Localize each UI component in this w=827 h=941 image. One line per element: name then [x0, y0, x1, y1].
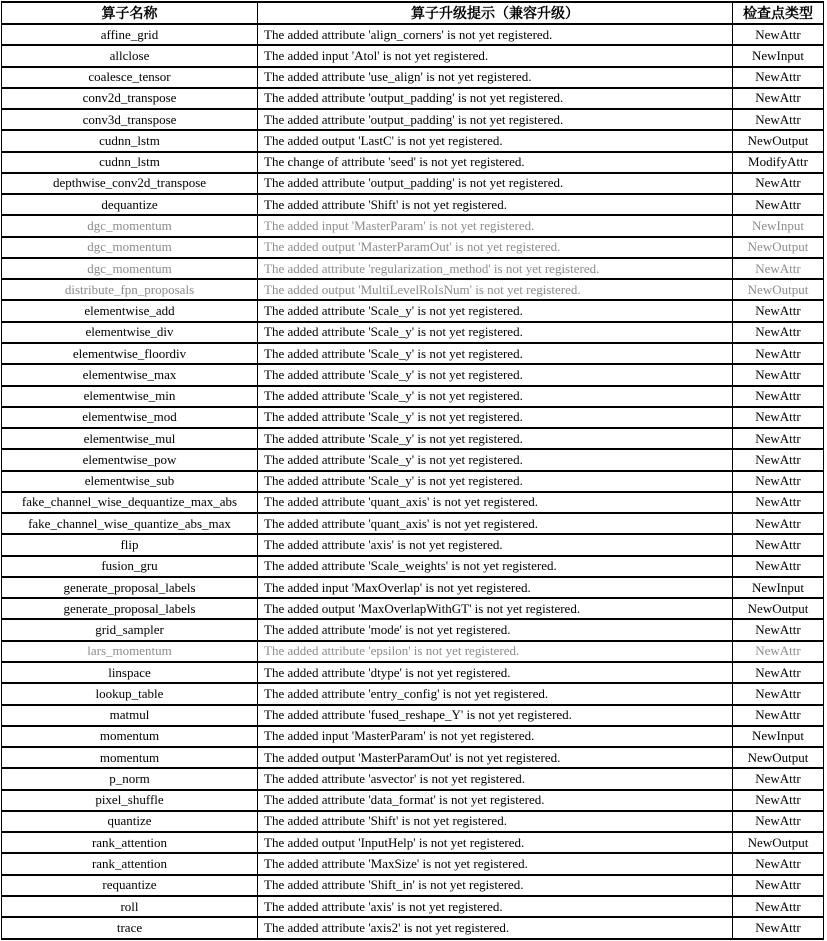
operator-name-cell: fake_channel_wise_dequantize_max_abs [2, 492, 258, 513]
operator-name-cell: dgc_momentum [2, 258, 258, 279]
upgrade-hint-cell: The added attribute 'axis2' is not yet registered. [258, 917, 733, 939]
table-row [2, 428, 824, 449]
table-row [2, 683, 824, 704]
checkpoint-type-cell: NewOutput [733, 237, 824, 258]
checkpoint-type-cell: NewAttr [733, 471, 824, 492]
table-row [2, 896, 824, 917]
operator-name-cell: distribute_fpn_proposals [2, 279, 258, 300]
upgrade-hint-cell: The added attribute 'Shift' is not yet registered. [258, 194, 733, 215]
checkpoint-type-cell: NewOutput [733, 832, 824, 853]
operator-name-cell: pixel_shuffle [2, 790, 258, 811]
table-row [2, 917, 824, 939]
checkpoint-type-cell: NewAttr [733, 513, 824, 534]
checkpoint-type-cell: NewAttr [733, 556, 824, 577]
upgrade-hint-cell: The added output 'MasterParamOut' is not yet registered. [258, 237, 733, 258]
operator-name-cell: momentum [2, 747, 258, 768]
upgrade-hint-cell: The added attribute 'quant_axis' is not yet registered. [258, 492, 733, 513]
upgrade-hint-cell: The added output 'MasterParamOut' is not yet registered. [258, 747, 733, 768]
checkpoint-type-cell: NewAttr [733, 917, 824, 939]
checkpoint-type-cell: NewAttr [733, 683, 824, 704]
table-row [2, 705, 824, 726]
table-row [2, 832, 824, 853]
checkpoint-type-cell: NewOutput [733, 279, 824, 300]
checkpoint-type-cell: NewAttr [733, 194, 824, 215]
table-row [2, 790, 824, 811]
upgrade-hint-cell: The added output 'LastC' is not yet registered. [258, 130, 733, 151]
checkpoint-type-cell: NewAttr [733, 386, 824, 407]
upgrade-hint-cell: The added attribute 'axis' is not yet registered. [258, 534, 733, 555]
upgrade-hint-cell: The added attribute 'dtype' is not yet registered. [258, 662, 733, 683]
checkpoint-type-cell: NewAttr [733, 343, 824, 364]
table-row [2, 300, 824, 321]
operator-name-cell: elementwise_mod [2, 407, 258, 428]
checkpoint-type-cell: NewAttr [733, 109, 824, 130]
checkpoint-type-cell: NewAttr [733, 300, 824, 321]
column-header-upgrade-hint: 算子升级提示（兼容升级） [258, 2, 733, 24]
operator-name-cell: elementwise_max [2, 364, 258, 385]
table-row [2, 619, 824, 640]
operator-name-cell: quantize [2, 811, 258, 832]
upgrade-hint-cell: The added input 'MasterParam' is not yet registered. [258, 215, 733, 236]
table-row [2, 109, 824, 130]
upgrade-hint-cell: The added attribute 'quant_axis' is not yet registered. [258, 513, 733, 534]
upgrade-hint-cell: The added attribute 'Scale_y' is not yet registered. [258, 471, 733, 492]
upgrade-hint-cell: The added attribute 'Shift' is not yet registered. [258, 811, 733, 832]
operator-name-cell: rank_attention [2, 832, 258, 853]
checkpoint-type-cell: NewAttr [733, 641, 824, 662]
upgrade-hint-cell: The change of attribute 'seed' is not yet registered. [258, 152, 733, 173]
table-row [2, 386, 824, 407]
table-row [2, 492, 824, 513]
checkpoint-type-cell: NewInput [733, 215, 824, 236]
upgrade-hint-cell: The added attribute 'output_padding' is not yet registered. [258, 173, 733, 194]
table-row [2, 258, 824, 279]
upgrade-hint-cell: The added output 'MaxOverlapWithGT' is not yet registered. [258, 598, 733, 619]
upgrade-hint-cell: The added output 'InputHelp' is not yet registered. [258, 832, 733, 853]
upgrade-hint-cell: The added attribute 'align_corners' is not yet registered. [258, 24, 733, 45]
table-row [2, 662, 824, 683]
operator-name-cell: conv3d_transpose [2, 109, 258, 130]
operator-name-cell: lars_momentum [2, 641, 258, 662]
upgrade-hint-cell: The added attribute 'Scale_y' is not yet registered. [258, 386, 733, 407]
operator-name-cell: grid_sampler [2, 619, 258, 640]
upgrade-hint-cell: The added input 'MasterParam' is not yet registered. [258, 726, 733, 747]
operator-name-cell: depthwise_conv2d_transpose [2, 173, 258, 194]
upgrade-hint-cell: The added attribute 'Scale_y' is not yet registered. [258, 364, 733, 385]
operator-name-cell: elementwise_sub [2, 471, 258, 492]
operator-name-cell: dequantize [2, 194, 258, 215]
upgrade-hint-cell: The added attribute 'Scale_y' is not yet registered. [258, 407, 733, 428]
checkpoint-type-cell: NewAttr [733, 896, 824, 917]
upgrade-hint-cell: The added attribute 'output_padding' is not yet registered. [258, 88, 733, 109]
checkpoint-type-cell: NewAttr [733, 407, 824, 428]
checkpoint-type-cell: NewAttr [733, 67, 824, 88]
checkpoint-type-cell: NewAttr [733, 534, 824, 555]
table-row [2, 556, 824, 577]
operator-name-cell: generate_proposal_labels [2, 577, 258, 598]
operator-name-cell: fake_channel_wise_quantize_abs_max [2, 513, 258, 534]
checkpoint-type-cell: NewOutput [733, 130, 824, 151]
upgrade-hint-cell: The added input 'MaxOverlap' is not yet registered. [258, 577, 733, 598]
upgrade-hint-cell: The added input 'Atol' is not yet registered. [258, 45, 733, 66]
operator-name-cell: allclose [2, 45, 258, 66]
column-header-operator-name: 算子名称 [2, 2, 258, 24]
upgrade-hint-cell: The added attribute 'Scale_y' is not yet registered. [258, 343, 733, 364]
table-row [2, 322, 824, 343]
checkpoint-type-cell: ModifyAttr [733, 152, 824, 173]
operator-name-cell: elementwise_add [2, 300, 258, 321]
checkpoint-type-cell: NewAttr [733, 173, 824, 194]
operator-name-cell: requantize [2, 875, 258, 896]
operator-name-cell: affine_grid [2, 24, 258, 45]
upgrade-hint-cell: The added attribute 'epsilon' is not yet registered. [258, 641, 733, 662]
table-row [2, 279, 824, 300]
table-row [2, 88, 824, 109]
checkpoint-type-cell: NewInput [733, 45, 824, 66]
checkpoint-type-cell: NewAttr [733, 705, 824, 726]
operator-name-cell: p_norm [2, 768, 258, 789]
checkpoint-type-cell: NewAttr [733, 662, 824, 683]
table-row [2, 726, 824, 747]
operator-name-cell: dgc_momentum [2, 237, 258, 258]
operator-name-cell: elementwise_min [2, 386, 258, 407]
checkpoint-type-cell: NewAttr [733, 258, 824, 279]
header-row [2, 2, 824, 24]
checkpoint-type-cell: NewAttr [733, 492, 824, 513]
checkpoint-type-cell: NewAttr [733, 619, 824, 640]
checkpoint-type-cell: NewOutput [733, 747, 824, 768]
table-row [2, 471, 824, 492]
upgrade-hint-cell: The added attribute 'output_padding' is not yet registered. [258, 109, 733, 130]
checkpoint-type-cell: NewAttr [733, 428, 824, 449]
checkpoint-type-cell: NewInput [733, 577, 824, 598]
operator-name-cell: elementwise_div [2, 322, 258, 343]
table-row [2, 237, 824, 258]
upgrade-hint-cell: The added attribute 'fused_reshape_Y' is not yet registered. [258, 705, 733, 726]
operator-upgrade-table [1, 1, 824, 940]
checkpoint-type-cell: NewAttr [733, 853, 824, 874]
operator-name-cell: matmul [2, 705, 258, 726]
table-row [2, 67, 824, 88]
table-row [2, 811, 824, 832]
operator-name-cell: cudnn_lstm [2, 152, 258, 173]
table-row [2, 343, 824, 364]
upgrade-hint-cell: The added attribute 'mode' is not yet registered. [258, 619, 733, 640]
table-row [2, 152, 824, 173]
upgrade-hint-cell: The added attribute 'regularization_method' is not yet registered. [258, 258, 733, 279]
upgrade-hint-cell: The added output 'MultiLevelRoIsNum' is not yet registered. [258, 279, 733, 300]
checkpoint-type-cell: NewInput [733, 726, 824, 747]
table-row [2, 853, 824, 874]
table-row [2, 747, 824, 768]
operator-name-cell: lookup_table [2, 683, 258, 704]
operator-name-cell: linspace [2, 662, 258, 683]
table-row [2, 513, 824, 534]
operator-name-cell: elementwise_pow [2, 449, 258, 470]
checkpoint-type-cell: NewOutput [733, 598, 824, 619]
checkpoint-type-cell: NewAttr [733, 322, 824, 343]
checkpoint-type-cell: NewAttr [733, 364, 824, 385]
table-row [2, 24, 824, 45]
table-row [2, 598, 824, 619]
operator-name-cell: dgc_momentum [2, 215, 258, 236]
table-row [2, 534, 824, 555]
upgrade-hint-cell: The added attribute 'Scale_y' is not yet registered. [258, 428, 733, 449]
operator-name-cell: roll [2, 896, 258, 917]
table-row [2, 449, 824, 470]
table-row [2, 130, 824, 151]
table-body [2, 24, 824, 939]
table-row [2, 407, 824, 428]
operator-name-cell: momentum [2, 726, 258, 747]
operator-name-cell: generate_proposal_labels [2, 598, 258, 619]
operator-name-cell: elementwise_mul [2, 428, 258, 449]
checkpoint-type-cell: NewAttr [733, 449, 824, 470]
table-row [2, 577, 824, 598]
operator-name-cell: fusion_gru [2, 556, 258, 577]
column-header-checkpoint-type: 检查点类型 [733, 2, 824, 24]
operator-name-cell: cudnn_lstm [2, 130, 258, 151]
table-row [2, 364, 824, 385]
table-row [2, 194, 824, 215]
checkpoint-type-cell: NewAttr [733, 768, 824, 789]
operator-name-cell: elementwise_floordiv [2, 343, 258, 364]
upgrade-hint-cell: The added attribute 'Scale_y' is not yet registered. [258, 300, 733, 321]
upgrade-hint-cell: The added attribute 'entry_config' is not yet registered. [258, 683, 733, 704]
operator-name-cell: trace [2, 917, 258, 939]
upgrade-hint-cell: The added attribute 'MaxSize' is not yet registered. [258, 853, 733, 874]
checkpoint-type-cell: NewAttr [733, 790, 824, 811]
checkpoint-type-cell: NewAttr [733, 811, 824, 832]
table-row [2, 173, 824, 194]
table-row [2, 215, 824, 236]
table-row [2, 768, 824, 789]
operator-name-cell: rank_attention [2, 853, 258, 874]
checkpoint-type-cell: NewAttr [733, 24, 824, 45]
table-row [2, 45, 824, 66]
operator-name-cell: conv2d_transpose [2, 88, 258, 109]
upgrade-hint-cell: The added attribute 'asvector' is not yet registered. [258, 768, 733, 789]
operator-name-cell: flip [2, 534, 258, 555]
upgrade-hint-cell: The added attribute 'use_align' is not yet registered. [258, 67, 733, 88]
upgrade-hint-cell: The added attribute 'Scale_y' is not yet registered. [258, 322, 733, 343]
checkpoint-type-cell: NewAttr [733, 875, 824, 896]
table-row [2, 875, 824, 896]
operator-name-cell: coalesce_tensor [2, 67, 258, 88]
table-row [2, 641, 824, 662]
upgrade-hint-cell: The added attribute 'axis' is not yet registered. [258, 896, 733, 917]
upgrade-hint-cell: The added attribute 'Shift_in' is not yet registered. [258, 875, 733, 896]
checkpoint-type-cell: NewAttr [733, 88, 824, 109]
upgrade-hint-cell: The added attribute 'data_format' is not yet registered. [258, 790, 733, 811]
upgrade-hint-cell: The added attribute 'Scale_weights' is not yet registered. [258, 556, 733, 577]
upgrade-hint-cell: The added attribute 'Scale_y' is not yet registered. [258, 449, 733, 470]
